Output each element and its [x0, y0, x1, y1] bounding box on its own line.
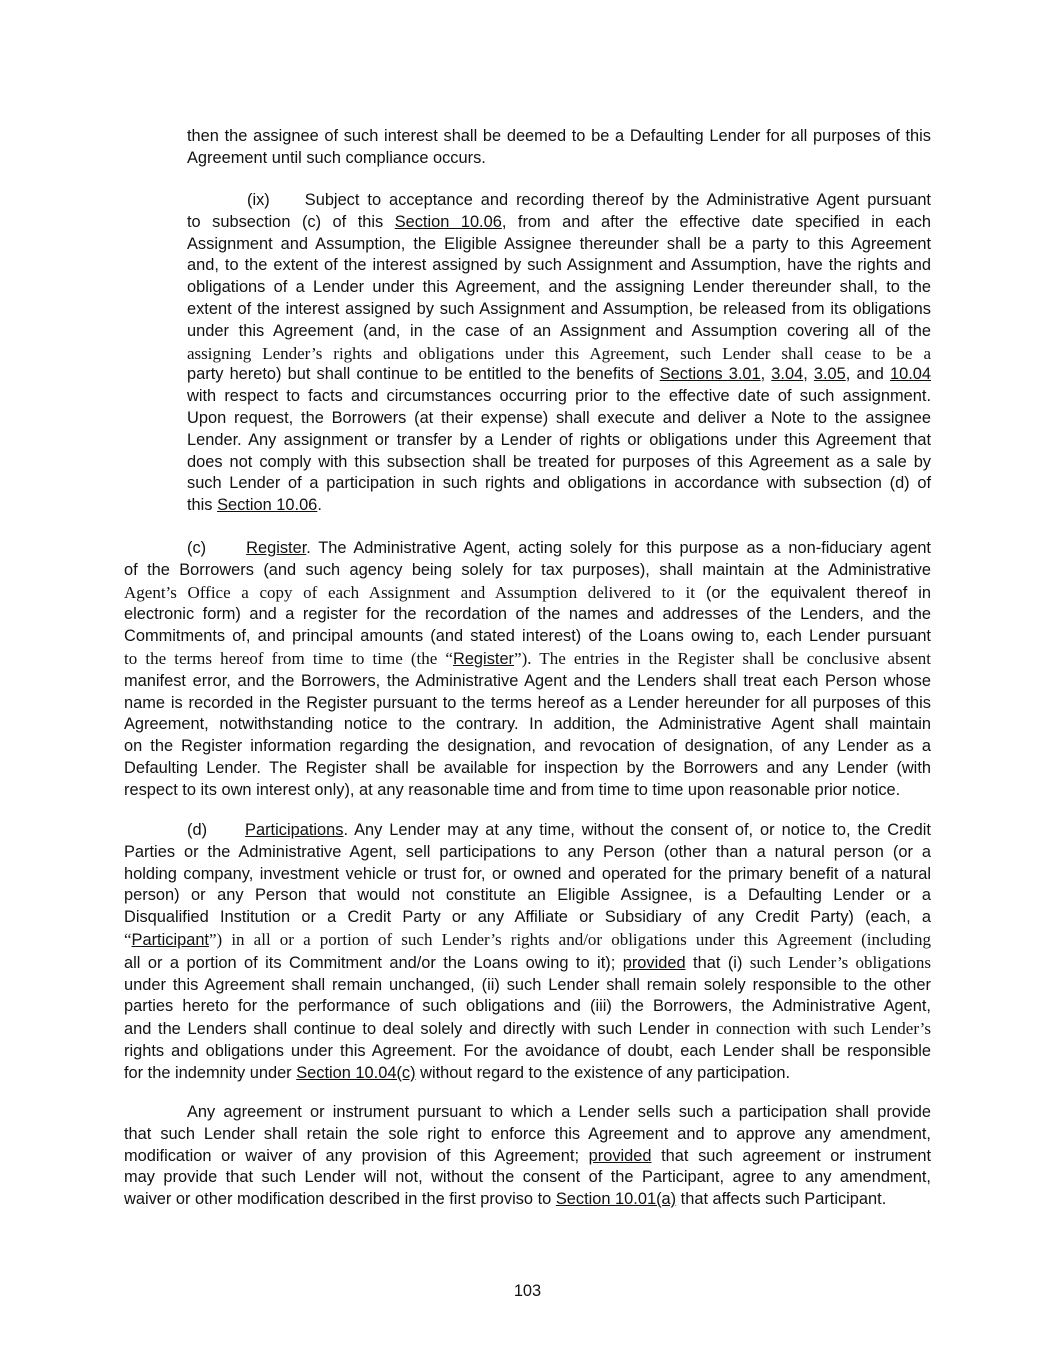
text-line: that such Lender shall retain the sole right to enforce this Agreement and to approve any amendment,	[124, 1124, 931, 1143]
proviso-term: provided	[588, 1146, 652, 1165]
text-line: Lender. Any assignment or transfer by a Lender of rights or obligations under this Agreement that	[187, 430, 931, 449]
text-line: to subsection (c) of this Section 10.06, from and after the effective date specified in each	[187, 212, 932, 231]
text-line: for the indemnity under Section 10.04(c) without regard to the existence of any participation.	[124, 1063, 791, 1082]
clause-label: (c)	[187, 539, 207, 557]
text-line: (ix) Subject to acceptance and recording thereof by the Administrative Agent pursuant	[247, 191, 931, 209]
text-line: does not comply with this subsection shall be treated for purposes of this Agreement as a sale by	[187, 452, 931, 471]
text-line: manifest error, and the Borrowers, the Administrative Agent and the Lenders shall treat each Person whose	[124, 671, 931, 690]
text-line: Commitments of, and principal amounts (and stated interest) of the Loans owing to, each Lender pursuant	[124, 627, 931, 646]
text-line: Agreement, notwithstanding notice to the contrary. In addition, the Administrative Agent shall maintain	[124, 715, 931, 734]
text-line: obligations of a Lender under this Agreement, and the assigning Lender thereunder shall, to the	[187, 278, 931, 297]
proviso-term: provided	[622, 953, 686, 972]
text-line: this Section 10.06.	[187, 496, 322, 515]
text-line: Agreement until such compliance occurs.	[187, 148, 486, 167]
text-line: then the assignee of such interest shall be deemed to be a Defaulting Lender for all purposes of this	[187, 127, 931, 145]
text-line: and the Lenders shall continue to deal solely and directly with such Lender in connection with such Lender’s	[124, 1019, 931, 1039]
section-reference: 3.04	[771, 365, 804, 384]
text-line: Any agreement or instrument pursuant to which a Lender sells such a participation shall provide	[187, 1103, 931, 1121]
section-reference: 3.05	[813, 365, 846, 384]
section-reference: Section 10.06	[394, 212, 502, 231]
text-line: Upon request, the Borrowers (at their expense) shall execute and deliver a Note to the assignee	[187, 408, 931, 427]
page-number: 103	[513, 1282, 542, 1300]
section-reference: Section 10.06	[217, 496, 318, 515]
section-heading: Register	[246, 539, 307, 557]
text-line: under this Agreement (and, in the case of an Assignment and Assumption covering all of the	[187, 321, 931, 340]
text-line: and, to the extent of the interest assigned by such Assignment and Assumption, have the rights and	[187, 256, 931, 275]
paragraph-participations	[124, 820, 931, 1085]
text-line: Assignment and Assumption, the Eligible Assignee thereunder shall be a party to this Agreement	[187, 234, 931, 253]
text-line: (d) Participations. Any Lender may at any time, without the consent of, or notice to, the Credit	[187, 821, 931, 839]
text-line: under this Agreement shall remain unchanged, (ii) such Lender shall remain solely responsible to the other	[124, 975, 931, 994]
section-reference: Sections 3.01	[659, 365, 761, 384]
paragraph-register	[124, 538, 931, 802]
text-line: party hereto) but shall continue to be entitled to the benefits of Sections 3.01, 3.04, 3.05, and 10.04	[187, 365, 931, 384]
text-line: electronic form) and a register for the recordation of the names and addresses of the Lenders, and the	[124, 605, 931, 624]
section-reference: 10.04	[889, 365, 931, 384]
text-line: Agent’s Office a copy of each Assignment and Assumption delivered to it (or the equivalent thereof in	[124, 582, 931, 602]
text-line: Parties or the Administrative Agent, sell participations to any Person (other than a natural person (or a	[124, 842, 931, 861]
text-line: assigning Lender’s rights and obligations under this Agreement, such Lender shall cease to be a	[187, 343, 931, 363]
section-heading: Participations	[245, 821, 344, 839]
section-reference: Section 10.01(a)	[555, 1190, 677, 1209]
text-line: “Participant”) in all or a portion of such Lender’s rights and/or obligations under this Agreement (including	[124, 929, 931, 949]
text-line: such Lender of a participation in such rights and obligations in accordance with subsection (d) of	[187, 474, 931, 493]
text-line: on the Register information regarding the designation, and revocation of designation, of any Lender as a	[124, 737, 931, 756]
section-reference: Section 10.04(c)	[296, 1063, 416, 1082]
text-line: holding company, investment vehicle or trust for, or owned and operated for the primary benefit of a natural	[124, 864, 931, 883]
text-line: with respect to facts and circumstances occurring prior to the effective date of such assignment.	[187, 387, 931, 406]
text-line: rights and obligations under this Agreement. For the avoidance of doubt, each Lender shall be responsible	[124, 1041, 931, 1060]
paragraph-continuation	[187, 126, 931, 170]
defined-term: Participant	[131, 930, 209, 949]
clause-label: (d)	[187, 821, 208, 839]
text-line: to the terms hereof from time to time (the “Register”). The entries in the Register shall be conclusive absent	[124, 648, 931, 668]
text-line: name is recorded in the Register pursuant to the terms hereof as a Lender hereunder for all purposes of this	[124, 693, 931, 712]
text-line: (c) Register. The Administrative Agent, acting solely for this purpose as a non-fiduciary agent	[187, 539, 931, 557]
clause-label: (ix)	[247, 191, 270, 209]
defined-term: Register	[452, 649, 515, 668]
text-line: Defaulting Lender. The Register shall be available for inspection by the Borrowers and any Lender (with	[124, 758, 931, 777]
text-line: of the Borrowers (and such agency being solely for tax purposes), shall maintain at the Administrative	[124, 560, 931, 579]
paragraph-ix	[187, 190, 931, 517]
paragraph-participation-agreement	[124, 1102, 931, 1211]
text-line: may provide that such Lender will not, without the consent of the Participant, agree to any amendment,	[124, 1168, 931, 1187]
text-line: respect to its own interest only), at any reasonable time and from time to time upon reasonable prior notice.	[124, 780, 901, 799]
text-line: person) or any Person that would not constitute an Eligible Assignee, is a Defaulting Lender or a	[124, 886, 931, 905]
text-line: parties hereto for the performance of such obligations and (iii) the Borrowers, the Administrative Agent,	[124, 997, 931, 1016]
text-line: Disqualified Institution or a Credit Party or any Affiliate or Subsidiary of any Credit Party) (each, a	[124, 908, 931, 927]
text-line: all or a portion of its Commitment and/or the Loans owing to it); provided that (i) such Lender’s obligations	[124, 952, 932, 972]
text-line: modification or waiver of any provision of this Agreement; provided that such agreement or instrument	[124, 1146, 932, 1165]
text-line: waiver or other modification described in the first proviso to Section 10.01(a) that affects such Participant.	[124, 1190, 887, 1209]
text-line: extent of the interest assigned by such Assignment and Assumption, be released from its obligations	[187, 299, 931, 318]
